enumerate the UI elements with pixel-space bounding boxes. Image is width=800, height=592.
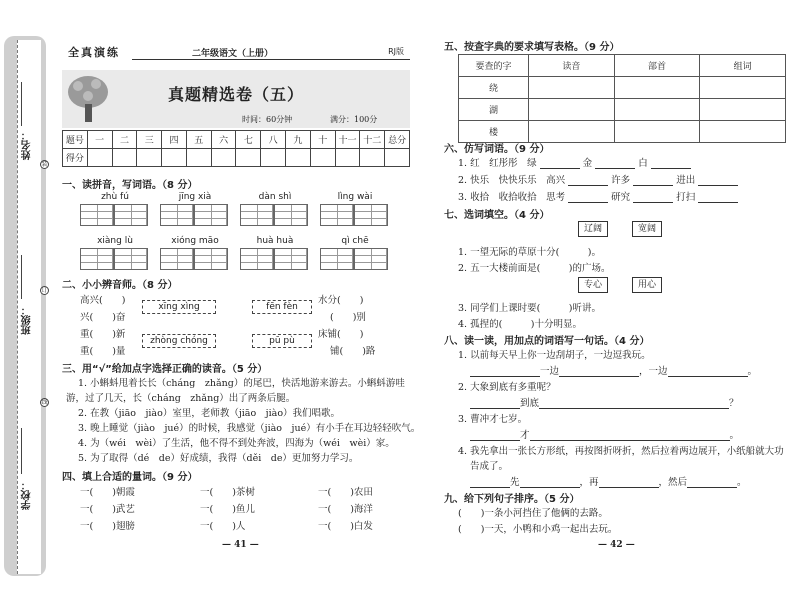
pinyin-label: xiàng lù [97, 236, 133, 246]
pinyin-label: xióng māo [171, 236, 219, 246]
writing-grid[interactable] [160, 204, 194, 226]
section-5-title: 五、按查字典的要求填写表格。（9 分） [444, 42, 620, 53]
score-cell[interactable] [87, 149, 112, 167]
table-row [63, 149, 410, 167]
table-cell: 绕 [459, 77, 529, 99]
edition-badge: RJ版 [388, 47, 404, 56]
exercise-text: 才 [520, 430, 530, 441]
dictionary-table [458, 54, 786, 143]
brand-logo: 全真演练 [68, 46, 120, 59]
section-9-title: 九、给下列句子排序。（5 分） [444, 494, 580, 505]
exercise-text: 到底 [520, 398, 540, 409]
table-cell: 十一 [335, 131, 360, 149]
answer-cell[interactable] [529, 99, 615, 121]
exercise-text: 4. 我先拿出一张长方形纸，再按图折呀折，然后拉着两边展开，小纸船就大功 [458, 446, 784, 457]
writing-grid[interactable] [114, 204, 148, 226]
exercise-text: 一( )白发 [318, 521, 373, 532]
exercise-text: ？ [729, 398, 739, 409]
exercise-text: 3. 同学们上课时要( )听讲。 [458, 303, 601, 314]
score-cell[interactable] [186, 149, 211, 167]
exercise-text: 3. 收拾 收拾收拾 思考 [458, 192, 566, 203]
class-label: 班级： [22, 305, 33, 335]
table-cell: 湖 [459, 99, 529, 121]
table-header: 组词 [700, 55, 786, 77]
score-cell[interactable] [261, 149, 286, 167]
writing-grid[interactable] [240, 248, 274, 270]
writing-grid[interactable] [114, 248, 148, 270]
answer-blank[interactable] [698, 185, 738, 186]
exercise-line [470, 395, 739, 409]
exercise-text: 。 [747, 366, 758, 377]
table-cell: 四 [162, 131, 187, 149]
table-cell: 六 [211, 131, 236, 149]
answer-blank[interactable] [595, 168, 635, 169]
answer-blank[interactable] [568, 185, 608, 186]
writing-grid[interactable] [240, 204, 274, 226]
binding-hole: 线 [41, 399, 48, 406]
pinyin-choice-box: pū pù [252, 334, 312, 348]
table-cell: 一 [87, 131, 112, 149]
exercise-text: 4. 为（wéi wèi）了生活，他不得不到处奔波，四海为（wéi wèi）家。 [78, 438, 395, 449]
name-line[interactable] [21, 82, 22, 126]
writing-grid[interactable] [320, 204, 354, 226]
exercise-text: ，一边 [639, 366, 668, 377]
score-table [62, 130, 410, 167]
table-cell: 得分 [63, 149, 88, 167]
answer-blank[interactable] [520, 487, 580, 488]
writing-grid[interactable] [80, 248, 114, 270]
exercise-text: 3. 晚上睡觉（jiào jué）的时候，我感觉（jiào jué）有小手在耳边轻轻吹气。 [78, 423, 421, 434]
exercise-line [458, 172, 738, 186]
answer-blank[interactable] [599, 487, 659, 488]
school-label: 学校： [22, 480, 33, 510]
exercise-text: 一( )鱼儿 [200, 504, 255, 515]
table-cell: 十 [310, 131, 335, 149]
exercise-line [458, 155, 691, 169]
writing-grid[interactable] [354, 204, 388, 226]
pinyin-choice-box: xīng xìng [142, 300, 216, 314]
title-banner [62, 70, 410, 128]
exercise-text: 一( )翅膀 [80, 521, 135, 532]
exercise-text: 1. 以前每天早上你一边刮胡子，一边逗我玩。 [458, 350, 651, 361]
exercise-text: 4. 孤捏的( )十分明显。 [458, 319, 582, 330]
table-cell: 十二 [360, 131, 385, 149]
page-title: 真题精选卷（五） [167, 85, 304, 104]
writing-grid[interactable] [160, 248, 194, 270]
pinyin-label: zhù fú [101, 192, 129, 202]
name-label: 姓名： [22, 130, 33, 160]
exercise-text: 。 [729, 430, 740, 441]
exercise-text: 进出 [676, 175, 696, 186]
pinyin-label: qì chē [341, 236, 369, 246]
exercise-text: 游，过了几天，长（cháng zhǎng）出了两条后腿。 [66, 393, 296, 404]
exercise-text: 2. 在教（jiāo jiào）室里，老师教（jiāo jiào）我们唱歌。 [78, 408, 341, 419]
exercise-text: 一( )农田 [318, 487, 373, 498]
exercise-text: 2. 大象到底有多重呢？ [458, 382, 556, 393]
exercise-text: ( )别 [330, 312, 366, 323]
answer-blank[interactable] [633, 202, 673, 203]
exercise-text: 白 [638, 158, 648, 169]
binding-hole: 订 [41, 287, 48, 294]
score-cell[interactable] [112, 149, 137, 167]
exercise-text: 一( )茶树 [200, 487, 255, 498]
table-cell: 八 [261, 131, 286, 149]
score-cell[interactable] [310, 149, 335, 167]
writing-grid[interactable] [80, 204, 114, 226]
exercise-text: 打扫 [676, 192, 696, 203]
table-cell: 二 [112, 131, 137, 149]
pinyin-label: jīng xià [178, 192, 212, 202]
score-cell[interactable] [385, 149, 410, 167]
page-number: — 41 — [222, 540, 259, 550]
answer-blank[interactable] [698, 202, 738, 203]
pinyin-label: lìng wài [337, 192, 373, 202]
exercise-text: 一( )朝霞 [80, 487, 135, 498]
section-7-title: 七、选词填空。（4 分） [444, 210, 550, 221]
table-cell: 七 [236, 131, 261, 149]
table-header: 要查的字 [459, 55, 529, 77]
exercise-text: 告成了。 [470, 461, 509, 472]
exercise-text: 先 [510, 477, 520, 488]
exercise-text: 金 [582, 158, 593, 169]
score-cell[interactable] [162, 149, 187, 167]
exercise-text: 许多 [611, 175, 631, 186]
table-row [459, 99, 786, 121]
pinyin-choice-box: fēn fèn [252, 300, 312, 314]
word-chip: 用心 [632, 277, 662, 293]
score-cell[interactable] [360, 149, 385, 167]
answer-blank[interactable] [540, 168, 580, 169]
section-3-title: 三、用“√”给加点字选择正确的读音。（5 分） [62, 364, 268, 375]
answer-cell[interactable] [614, 77, 700, 99]
answer-cell[interactable] [700, 121, 786, 143]
header-title: 二年级语文（上册） [192, 49, 274, 59]
word-chip: 专心 [578, 277, 608, 293]
table-row [63, 131, 410, 149]
pinyin-choice-box: zhòng chóng [142, 334, 216, 348]
score-cell[interactable] [286, 149, 311, 167]
exercise-text: 重( )新 [80, 329, 126, 340]
exercise-text: 一边 [540, 366, 560, 377]
exercise-text: 2. 五一大楼前面是( )的广场。 [458, 263, 611, 274]
exercise-line [458, 189, 738, 203]
exercise-text: 2. 快乐 快快乐乐 高兴 [458, 175, 566, 186]
exercise-text: 3. 曹冲才七岁。 [458, 414, 528, 425]
exercise-text: 1. 小蝌蚪甩着长长（cháng zhǎng）的尾巴，快活地游来游去。小蝌蚪游哇 [78, 378, 405, 389]
score-cell[interactable] [137, 149, 162, 167]
exercise-text: 床铺( ) [318, 329, 364, 340]
table-row [459, 55, 786, 77]
exercise-text: 5. 为了取得（dé de）好成绩，我得（děi de）更加努力学习。 [78, 453, 359, 464]
answer-blank[interactable] [651, 168, 691, 169]
section-6-title: 六、仿写词语。（9 分） [444, 144, 550, 155]
pinyin-label: huà huà [256, 236, 294, 246]
answer-blank[interactable] [470, 408, 520, 409]
school-line[interactable] [21, 428, 22, 474]
exercise-text: 兴( )奋 [80, 312, 126, 323]
answer-cell[interactable] [700, 99, 786, 121]
table-cell: 三 [137, 131, 162, 149]
exercise-text: 研究 [611, 192, 631, 203]
writing-grid[interactable] [194, 248, 228, 270]
writing-grid[interactable] [274, 248, 308, 270]
section-1-title: 一、读拼音，写词语。（8 分） [62, 180, 198, 191]
binding-hole: 装 [41, 161, 48, 168]
word-chip: 宽阔 [632, 221, 662, 237]
score-cell[interactable] [335, 149, 360, 167]
exercise-text: ( )一条小河挡住了他俩的去路。 [458, 508, 608, 519]
answer-cell[interactable] [614, 121, 700, 143]
answer-blank[interactable] [568, 202, 608, 203]
answer-blank[interactable] [633, 185, 673, 186]
full-score: 满分：100分 [330, 115, 378, 124]
table-cell: 总分 [385, 131, 410, 149]
answer-blank[interactable] [539, 408, 729, 409]
exercise-text: 。 [737, 477, 747, 488]
writing-grid[interactable] [320, 248, 354, 270]
table-cell: 五 [186, 131, 211, 149]
answer-blank[interactable] [470, 487, 510, 488]
pinyin-label: dàn shì [258, 192, 292, 202]
class-line[interactable] [21, 255, 22, 299]
page-header [62, 44, 410, 64]
answer-blank[interactable] [470, 440, 520, 441]
score-cell[interactable] [236, 149, 261, 167]
exercise-text: 1. 一望无际的草原十分( )。 [458, 247, 601, 258]
answer-blank[interactable] [470, 376, 540, 377]
exercise-text: 一( )海洋 [318, 504, 373, 515]
section-2-title: 二、小小辨音师。（8 分） [62, 280, 178, 291]
table-header: 读音 [529, 55, 615, 77]
table-header: 部首 [614, 55, 700, 77]
writing-grid[interactable] [194, 204, 228, 226]
page-number: — 42 — [598, 540, 635, 550]
header-rule [132, 59, 410, 60]
exercise-text: ，再 [579, 477, 599, 488]
exercise-line [470, 474, 747, 488]
writing-grid[interactable] [274, 204, 308, 226]
table-row [459, 77, 786, 99]
exercise-text: ，然后 [658, 477, 688, 488]
time-limit: 时间：60分钟 [242, 115, 293, 124]
answer-blank[interactable] [559, 376, 639, 377]
exercise-text: 1. 红 红彤彤 绿 [458, 158, 537, 169]
exercise-text: 一( )武艺 [80, 504, 135, 515]
answer-blank[interactable] [687, 487, 737, 488]
exercise-text: 高兴( ) [80, 295, 126, 306]
exercise-text: 水分( ) [318, 295, 364, 306]
section-4-title: 四、填上合适的量词。（9 分） [62, 472, 198, 483]
exercise-line [470, 427, 739, 441]
answer-blank[interactable] [668, 376, 748, 377]
exercise-line [470, 363, 757, 377]
answer-cell[interactable] [529, 77, 615, 99]
section-8-title: 八、读一读，用加点的词语写一句话。（4 分） [444, 336, 650, 347]
answer-cell[interactable] [700, 77, 786, 99]
exercise-text: 铺( )路 [330, 346, 376, 357]
score-cell[interactable] [211, 149, 236, 167]
answer-blank[interactable] [530, 440, 730, 441]
table-cell: 九 [286, 131, 311, 149]
answer-cell[interactable] [614, 99, 700, 121]
exercise-text: ( )一天，小鸭和小鸡一起出去玩。 [458, 524, 618, 535]
word-chip: 辽阔 [578, 221, 608, 237]
exercise-text: 重( )量 [80, 346, 126, 357]
exercise-text: 一( )人 [200, 521, 246, 532]
writing-grid[interactable] [354, 248, 388, 270]
table-cell: 楼 [459, 121, 529, 143]
table-cell: 题号 [63, 131, 88, 149]
